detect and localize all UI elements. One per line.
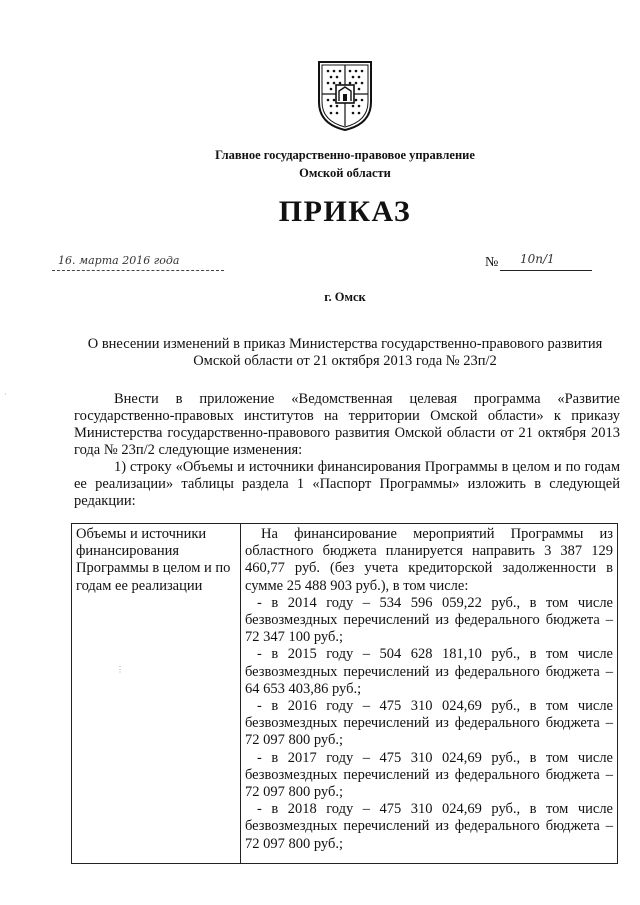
scan-artifact: ⋮ — [116, 665, 124, 674]
organization-region: Омской области — [299, 166, 391, 180]
financing-intro: На финансирование мероприятий Программы из областного бюджета планируется направить 3 387 129 460,77 руб. (без учета кредиторской задолженности в сумме 25 488 903 руб.), в том числе: — [245, 526, 613, 594]
financing-row-content — [241, 524, 618, 864]
number-label: № — [485, 255, 499, 270]
financing-year-item: - в 2017 году – 475 310 024,69 руб., в том числе безвозмездных перечислений из федерального бюджета – 72 097 800 руб.; — [245, 749, 613, 801]
financing-row-label: Объемы и источники финансирования Программы в целом и по годам ее реализации — [72, 524, 241, 864]
financing-table — [71, 523, 618, 864]
table-row — [72, 524, 618, 864]
scan-artifact: · — [4, 390, 7, 399]
number-underline — [500, 270, 592, 271]
body-paragraph-1: Внести в приложение «Ведомственная целевая программа «Развитие государственно-правовых институтов на территории Омской области» к приказу Министерства государственно-правового развития Омской области от 21 октября 2013 года № 23п/2 следующие изменения: — [74, 391, 620, 458]
date-underline — [52, 270, 224, 271]
handwritten-number: 10п/1 — [520, 252, 555, 266]
handwritten-date: 16. марта 2016 года — [58, 254, 180, 267]
city-name: г. Омск — [324, 290, 366, 304]
body-paragraph-2: 1) строку «Объемы и источники финансирования Программы в целом и по годам ее реализации» таблицы раздела 1 «Паспорт Программы» изложить в следующей редакции: — [74, 459, 620, 509]
financing-year-item: - в 2015 году – 504 628 181,10 руб., в том числе безвозмездных перечислений из федерального бюджета – 64 653 403,86 руб.; — [245, 646, 613, 697]
coat-of-arms-emblem — [316, 58, 374, 132]
financing-year-item: - в 2014 году – 534 596 059,22 руб., в том числе безвозмездных перечислений из федерального бюджета – 72 347 100 руб.; — [245, 594, 613, 646]
document-title: ПРИКАЗ — [278, 195, 412, 228]
financing-year-item: - в 2016 году – 475 310 024,69 руб., в том числе безвозмездных перечислений из федерального бюджета – 72 097 800 руб.; — [245, 698, 613, 749]
organization-name: Главное государственно-правовое управление — [215, 148, 475, 162]
order-body — [74, 391, 620, 510]
order-subject: О внесении изменений в приказ Министерства государственно-правового развития Омской области от 21 октября 2013 года № 23п/2 — [87, 336, 603, 369]
financing-year-item: - в 2018 году – 475 310 024,69 руб., в том числе безвозмездных перечислений из федерального бюджета – 72 097 800 руб.; — [245, 801, 613, 852]
